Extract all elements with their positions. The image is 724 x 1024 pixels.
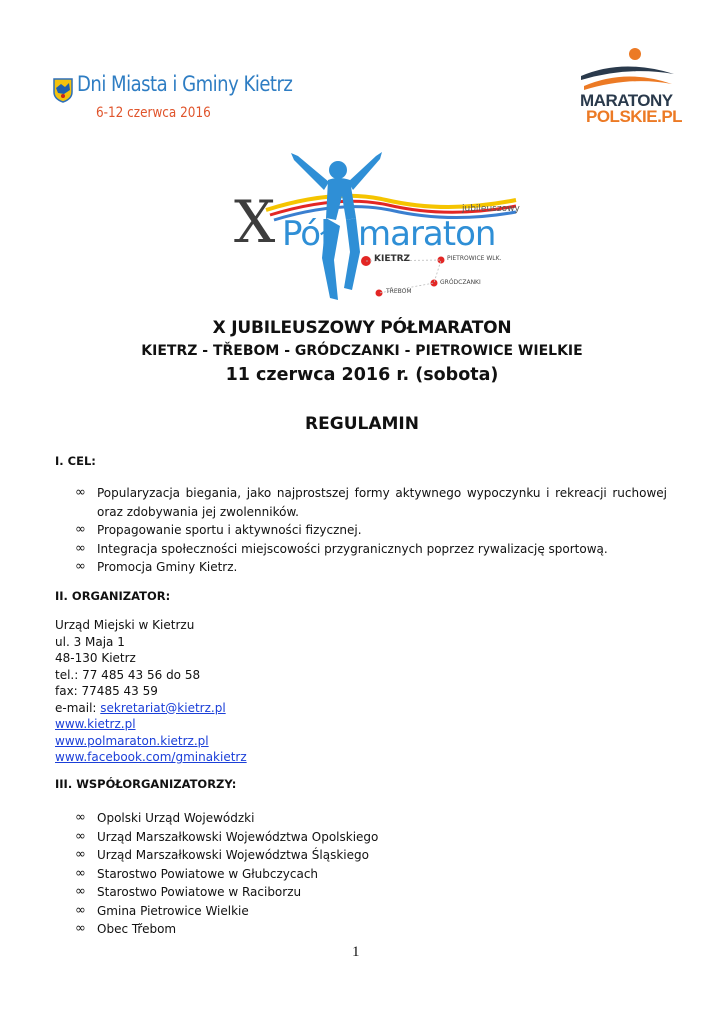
organizer-postal: 48-130 Kietrz [55, 651, 136, 665]
list-item: ∞ Obec Třebom [75, 920, 667, 939]
list-item: ∞ Popularyzacja biegania, jako najprostszej formy aktywnego wypoczynku i rekreacji ruchowej oraz zdobywania jej zwolenników. [75, 485, 667, 519]
goals-list [75, 484, 667, 577]
portal-name-line1: MARATONY [580, 91, 673, 110]
city-days-logo [53, 72, 303, 126]
section-heading-cel: I. CEL: [55, 454, 96, 468]
infinity-bullet-icon: ∞ [75, 884, 86, 899]
co-organizers-list [75, 809, 667, 939]
event-logo-tagline: jubileuszowy [462, 204, 520, 214]
infinity-bullet-icon: ∞ [75, 865, 86, 881]
route-place-pietrowice: PIETROWICE WLK. [447, 255, 502, 262]
runner-swoosh-icon [578, 46, 678, 92]
list-item: ∞ Propagowanie sportu i aktywności fizycznej. [75, 521, 667, 540]
list-item: ∞ Starostwo Powiatowe w Głubczycach [75, 865, 667, 884]
infinity-bullet-icon: ∞ [75, 559, 86, 574]
city-crest-icon [53, 78, 73, 103]
route-place-grodczanki: GRÓDCZANKI [440, 279, 481, 286]
organizer-email-line [55, 700, 247, 717]
organizer-name: Urząd Miejski w Kietrzu [55, 618, 195, 632]
event-logo-word-b: maraton [358, 214, 496, 254]
list-item: ∞ Starostwo Powiatowe w Raciborzu [75, 883, 667, 902]
regulations-heading: REGULAMIN [305, 414, 419, 434]
link-polmaraton[interactable]: www.polmaraton.kietrz.pl [55, 733, 209, 748]
section-heading-wspolorganizatorzy: III. WSPÓŁORGANIZATORZY: [55, 777, 237, 791]
organizer-phone: tel.: 77 485 43 56 do 58 [55, 667, 201, 682]
list-item: ∞ Opolski Urząd Wojewódzki [75, 809, 667, 828]
route-subtitle: KIETRZ - TŘEBOM - GRÓDCZANKI - PIETROWICE WIELKIE [141, 343, 583, 359]
infinity-bullet-icon: ∞ [75, 828, 86, 844]
infinity-bullet-icon: ∞ [75, 485, 86, 500]
email-link[interactable]: sekretariat@kietrz.pl [100, 700, 226, 715]
document-title: X JUBILEUSZOWY PÓŁMARATON [212, 318, 512, 338]
city-days-title: Dni Miasta i Gminy Kietrz [77, 72, 293, 96]
list-item: ∞ Promocja Gminy Kietrz. [75, 558, 667, 577]
list-item: ∞ Urząd Marszałkowski Województwa Śląskiego [75, 846, 667, 865]
infinity-bullet-icon: ∞ [75, 522, 86, 537]
infinity-bullet-icon: ∞ [75, 540, 86, 556]
organizer-street: ul. 3 Maja 1 [55, 634, 125, 649]
infinity-bullet-icon: ∞ [75, 921, 86, 936]
half-marathon-logo [226, 148, 526, 308]
infinity-bullet-icon: ∞ [75, 847, 86, 862]
event-logo-numeral: X [234, 188, 276, 256]
list-item: ∞ Integracja społeczności miejscowości przygranicznych poprzez rywalizację sportową. [75, 540, 667, 559]
list-item: ∞ Gmina Pietrowice Wielkie [75, 902, 667, 921]
organizer-fax: fax: 77485 43 59 [55, 684, 158, 698]
infinity-bullet-icon: ∞ [75, 810, 86, 825]
route-place-trebom: TŘEBOM [386, 288, 412, 295]
event-date: 11 czerwca 2016 r. (sobota) [225, 365, 499, 385]
section-heading-organizator: II. ORGANIZATOR: [55, 589, 171, 603]
page-number: 1 [352, 944, 360, 960]
list-item: ∞ Urząd Marszałkowski Województwa Opolskiego [75, 828, 667, 847]
link-facebook[interactable]: www.facebook.com/gminakietrz [55, 750, 247, 764]
organizer-address [55, 617, 247, 766]
portal-name-line2: POLSKIE.PL [586, 107, 683, 126]
maratony-polskie-logo [578, 46, 683, 130]
event-logo-word-a: Pół [282, 214, 329, 254]
route-place-kietrz: KIETRZ [374, 254, 411, 264]
link-kietrz[interactable]: www.kietrz.pl [55, 717, 136, 731]
email-label: e-mail: [55, 700, 101, 715]
infinity-bullet-icon: ∞ [75, 902, 86, 918]
city-days-dates: 6-12 czerwca 2016 [96, 105, 211, 121]
